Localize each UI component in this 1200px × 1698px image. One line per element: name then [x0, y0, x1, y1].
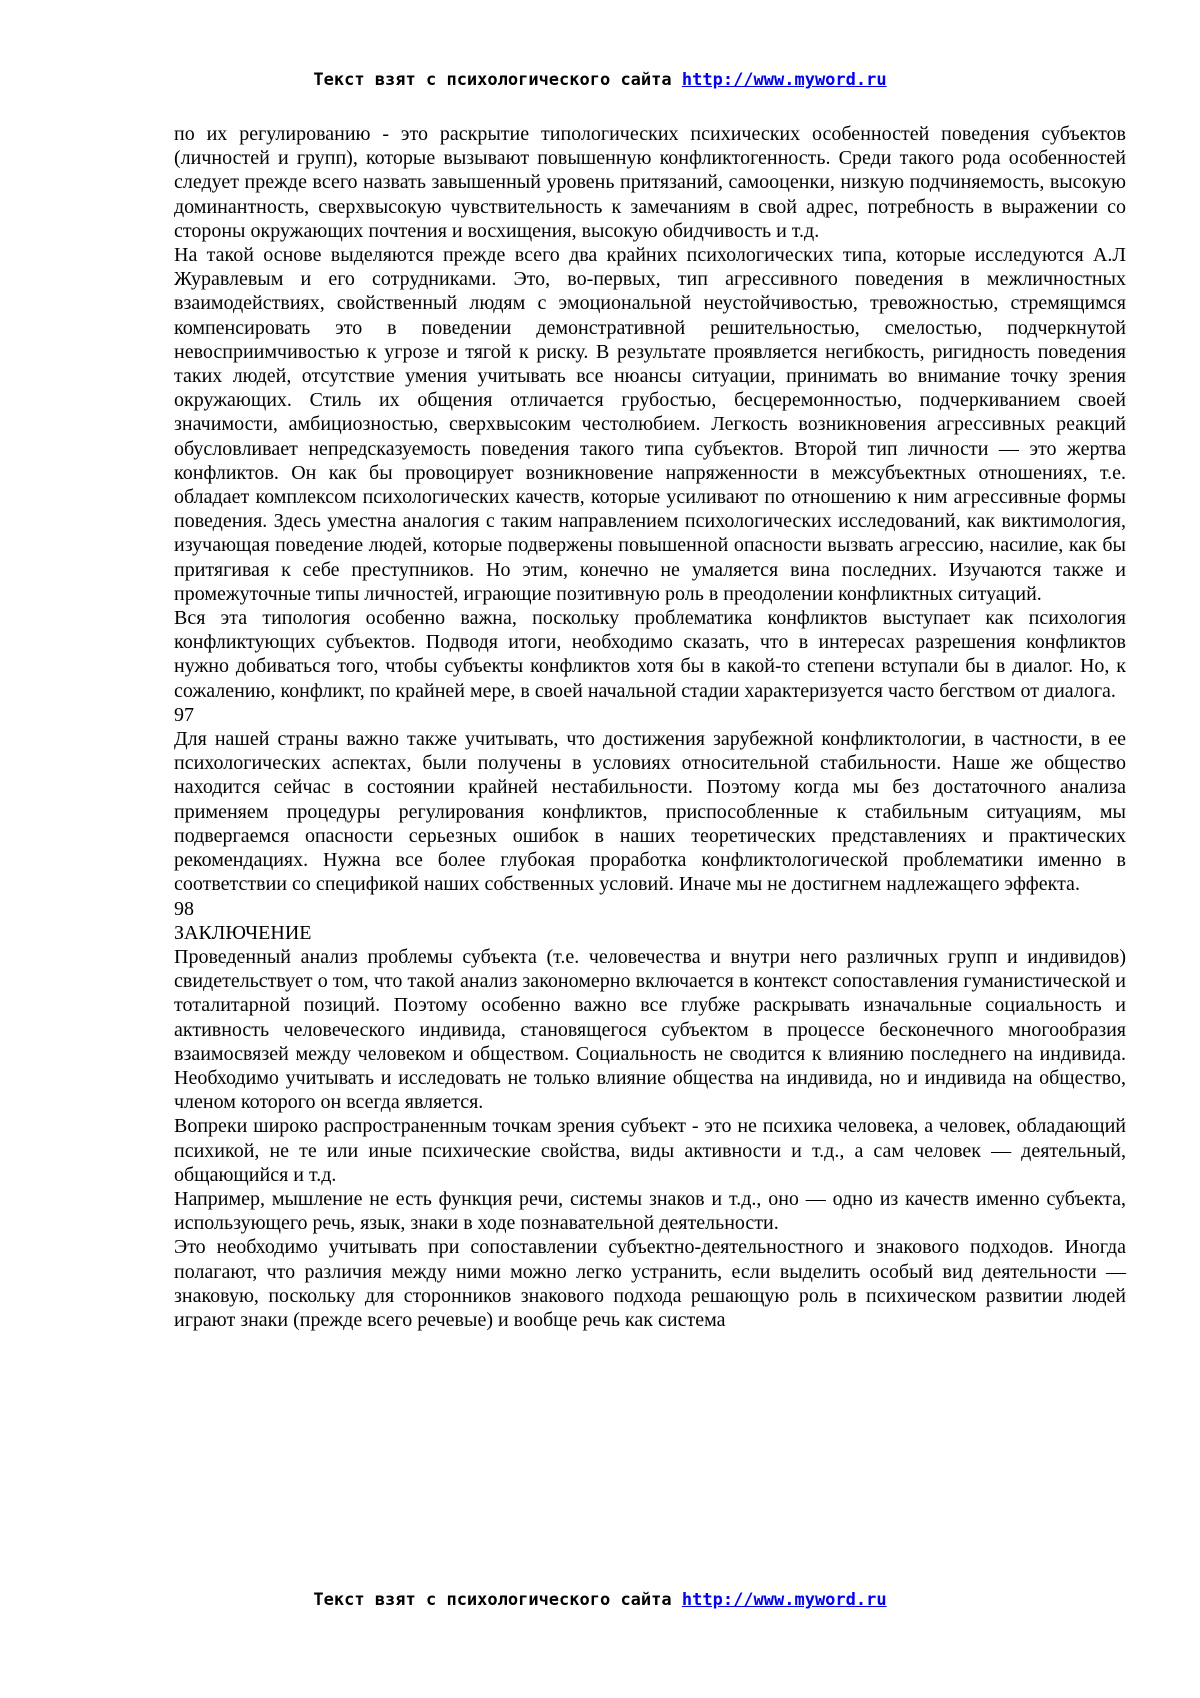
paragraph: Вся эта типология особенно важна, поскольку проблематика конфликтов выступает как психология конфликтующих субъектов. Подводя итоги, необходимо сказать, что в интересах разрешения конфликтов нужно добиваться того, чтобы субъекты конфликтов хотя бы в какой-то степени вступали бы в диалог. Но, к сожалению, конфликт, по крайней мере, в своей начальной стадии характеризуется часто бегством от диалога.	[174, 607, 1126, 702]
page-header	[0, 70, 1200, 90]
page-footer	[0, 1590, 1200, 1610]
paragraph: На такой основе выделяются прежде всего два крайних психологических типа, которые исследуются А.Л Журавлевым и его сотрудниками. Это, во-первых, тип агрессивного поведения в межличностных взаимодействиях, свойственный людям с эмоциональной неустойчивостью, тревожностью, стремящимся компенсировать это в поведении демонстративной решительностью, смелостью, подчеркнутой невосприимчивостью к угрозе и тягой к риску. В результате проявляется негибкость, ригидность поведения таких людей, отсутствие умения учитывать все нюансы ситуации, принимать во внимание точку зрения окружающих. Стиль их общения отличается грубостью, бесцеремонностью, подчеркиванием своей значимости, амбициозностью, сверхвысоким честолюбием. Легкость возникновения агрессивных реакций обусловливает непредсказуемость поведения такого типа субъектов. Второй тип личности — это жертва конфликтов. Он как бы провоцирует возникновение напряженности в межсубъектных отношениях, т.е. обладает комплексом психологических качеств, которые усиливают по отношению к ним агрессивные формы поведения. Здесь уместна аналогия с таким направлением психологических исследований, как виктимология, изучающая поведение людей, которые подвержены повышенной опасности вызвать агрессию, насилие, как бы притягивая к себе преступников. Но этим, конечно не умаляется вина последних. Изучаются также и промежуточные типы личностей, играющие позитивную роль в преодолении конфликтных ситуаций.	[174, 244, 1126, 605]
paragraph: Проведенный анализ проблемы субъекта (т.е. человечества и внутри него различных групп и индивидов) свидетельствует о том, что такой анализ закономерно включается в контекст сопоставления гуманистической и тоталитарной позиций. Поэтому особенно важно все глубже раскрывать изначальные социальность и активность человеческого индивида, становящегося субъектом в процессе бесконечного многообразия взаимосвязей между человеком и обществом. Социальность не сводится к влиянию последнего на индивида. Необходимо учитывать и исследовать не только влияние общества на индивида, но и индивида на общество, членом которого он всегда является.	[174, 945, 1126, 1114]
header-link[interactable]: http://www.myword.ru	[681, 70, 887, 90]
paragraph: Например, мышление не есть функция речи, системы знаков и т.д., оно — одно из качеств именно субъекта, использующего речь, язык, знаки в ходе познавательной деятельности.	[174, 1187, 1126, 1235]
page-number: 97	[174, 703, 194, 726]
paragraph: Для нашей страны важно также учитывать, что достижения зарубежной конфликтологии, в частности, в ее психологических аспектах, были получены в условиях относительной стабильности. Наше же общество находится сейчас в состоянии крайней нестабильности. Поэтому когда мы без достаточного анализа применяем процедуры регулирования конфликтов, приспособленные к стабильным ситуациям, мы подвергаемся опасности серьезных ошибок в наших теоретических представлениях и практических рекомендациях. Нужна все более глубокая проработка конфликтологической проблематики именно в соответствии со спецификой наших собственных условий. Иначе мы не достигнем надлежащего эффекта.	[174, 728, 1126, 896]
footer-text: Текст взят с психологического сайта	[313, 1590, 672, 1610]
paragraph: Это необходимо учитывать при сопоставлении субъектно-деятельностного и знакового подходов. Иногда полагают, что различия между ними можно легко устранить, если выделить особый вид деятельности — знаковую, поскольку для сторонников знакового подхода решающую роль в психическом развитии людей играют знаки (прежде всего речевые) и вообще речь как система	[174, 1236, 1126, 1331]
page-number: 98	[174, 897, 194, 920]
section-heading: ЗАКЛЮЧЕНИЕ	[174, 921, 312, 944]
body-text	[174, 122, 1126, 1332]
paragraph: Вопреки широко распространенным точкам зрения субъект - это не психика человека, а человек, обладающий психикой, не те или иные психические свойства, виды активности и т.д., а сам человек — деятельный, общающийся и т.д.	[174, 1115, 1126, 1186]
paragraph: по их регулированию - это раскрытие типологических психических особенностей поведения субъектов (личностей и групп), которые вызывают повышенную конфликтогенность. Среди такого рода особенностей следует прежде всего назвать завышенный уровень притязаний, самооценки, низкую подчиняемость, высокую доминантность, сверхвысокую чувствительность к замечаниям в свой адрес, потребность в выражении со стороны окружающих почтения и восхищения, высокую обидчивость и т.д.	[174, 123, 1126, 242]
footer-link[interactable]: http://www.myword.ru	[681, 1590, 887, 1610]
header-text: Текст взят с психологического сайта	[313, 70, 672, 90]
